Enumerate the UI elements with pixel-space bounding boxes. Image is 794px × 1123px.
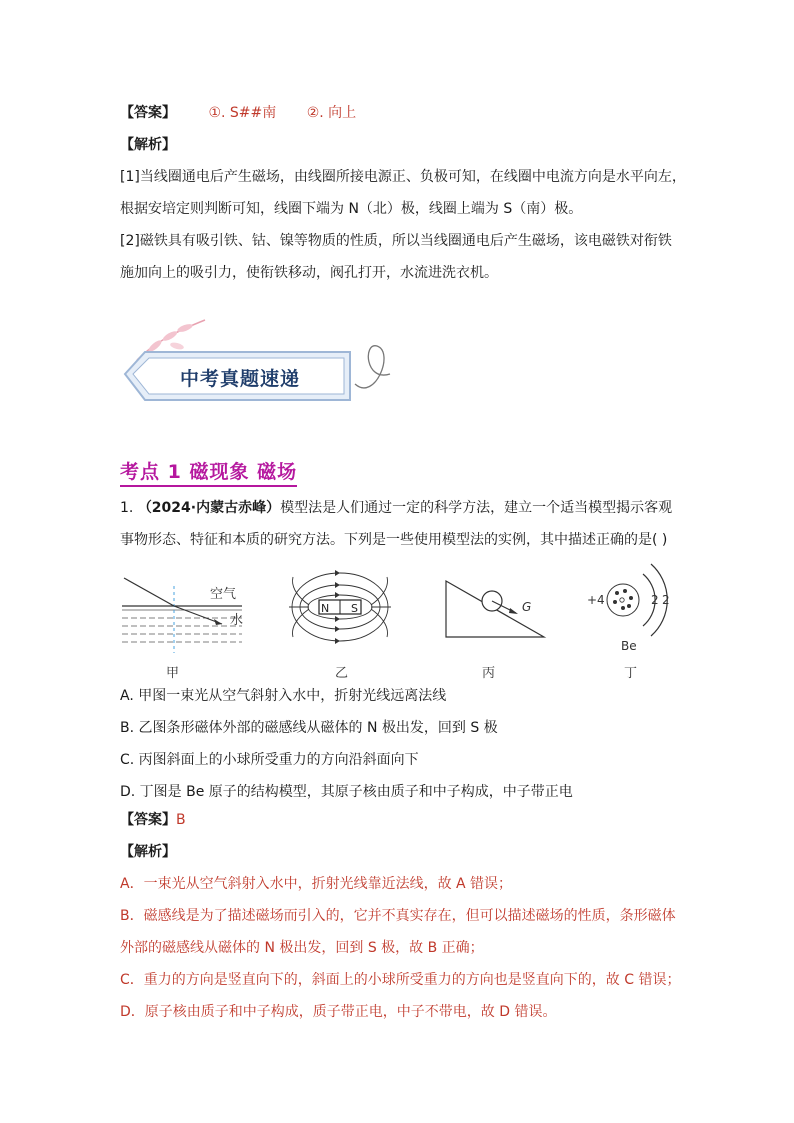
analysis-line: D．原子核由质子和中子构成，质子带正电，中子不带电，故 D 错误。 — [120, 1004, 557, 1020]
analysis-line: 外部的磁感线从磁体的 N 极出发，回到 S 极，故 B 正确； — [120, 940, 484, 956]
analysis-line: [1]当线圈通电后产生磁场，由线圈所接电源正、负极可知，在线圈中电流方向是水平向左， — [120, 169, 686, 185]
question-line-2: 事物形态、特征和本质的研究方法。下列是一些使用模型法的实例，其中描述正确的是( ) — [120, 532, 668, 548]
banner-graphic — [115, 312, 415, 412]
water-label: 水 — [230, 613, 244, 628]
magnet-s-label: S — [351, 602, 358, 615]
question-number: 1. — [120, 500, 134, 516]
analysis-line: A．一束光从空气斜射入水中，折射光线靠近法线，故 A 错误； — [120, 876, 513, 892]
figure-incline — [440, 575, 550, 643]
answer-row — [120, 810, 186, 830]
caption-ding: 丁 — [624, 666, 638, 681]
answer-row-top — [120, 103, 356, 123]
caption-yi: 乙 — [335, 666, 349, 681]
analysis-label: 【解析】 — [120, 844, 176, 860]
analysis-line: [2]磁铁具有吸引铁、钴、镍等物质的性质，所以当线圈通电后产生磁场，该电磁铁对衔铁 — [120, 233, 672, 249]
answer-label: 【答案】 — [120, 812, 176, 828]
analysis-line: 根据安培定则判断可知，线圈下端为 N（北）极，线圈上端为 S（南）极。 — [120, 201, 583, 217]
figure-atom — [585, 560, 685, 654]
question-line-1 — [120, 498, 672, 518]
answer-value: B — [176, 812, 186, 828]
force-g-label: G — [522, 600, 532, 614]
shell-2-count: 2 — [662, 593, 670, 607]
nucleus-charge: +4 — [587, 593, 605, 607]
caption-jia: 甲 — [166, 666, 180, 681]
option-b: B. 乙图条形磁体外部的磁感线从磁体的 N 极出发，回到 S 极 — [120, 720, 498, 736]
section-title: 考点 1 磁现象 磁场 — [120, 457, 297, 487]
analysis-line: C．重力的方向是竖直向下的，斜面上的小球所受重力的方向也是竖直向下的，故 C 错误； — [120, 972, 681, 988]
element-symbol: Be — [621, 639, 637, 653]
answer-1: ①. S##南 — [208, 105, 277, 121]
question-text: 模型法是人们通过一定的科学方法，建立一个适当模型揭示客观 — [280, 500, 673, 516]
air-label: 空气 — [210, 587, 237, 602]
question-source: （2024·内蒙古赤峰） — [137, 500, 281, 516]
caption-bing: 丙 — [482, 666, 496, 681]
banner-title: 中考真题速递 — [180, 368, 301, 390]
analysis-label-top: 【解析】 — [120, 137, 176, 153]
option-d: D. 丁图是 Be 原子的结构模型，其原子核由质子和中子构成，中子带正电 — [120, 784, 573, 800]
answer-2: ②. 向上 — [306, 105, 357, 121]
shell-1-count: 2 — [651, 593, 659, 607]
option-c: C. 丙图斜面上的小球所受重力的方向沿斜面向下 — [120, 752, 419, 768]
analysis-line: 施加向上的吸引力，使衔铁移动，阀孔打开，水流进洗衣机。 — [120, 265, 498, 281]
figure-magnet — [285, 565, 395, 657]
option-a: A. 甲图一束光从空气斜射入水中，折射光线远离法线 — [120, 688, 447, 704]
answer-label: 【答案】 — [120, 105, 176, 121]
magnet-n-label: N — [321, 602, 330, 615]
figure-refraction — [118, 568, 248, 658]
analysis-line: B．磁感线是为了描述磁场而引入的，它并不真实存在，但可以描述磁场的性质，条形磁体 — [120, 908, 676, 924]
